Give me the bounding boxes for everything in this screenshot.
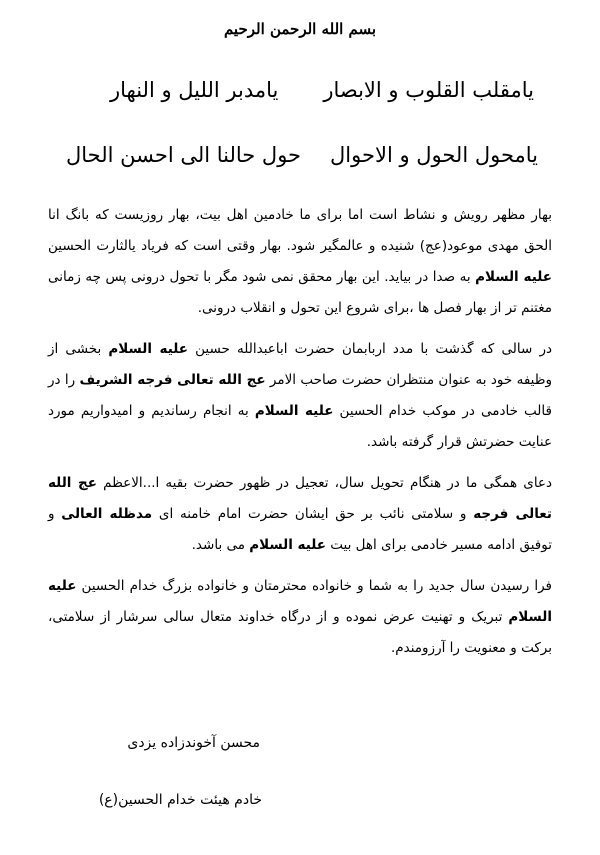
paragraph-2 [48, 334, 552, 458]
paragraph-1-honorific: علیه السلام [475, 269, 552, 285]
paragraph-2-text-b: بخشی از وظیفه خود به عنوان منتظران حضرت صاحب الامر [48, 341, 552, 388]
paragraph-2-honorific-b: عج الله تعالی فرجه الشریف [79, 372, 266, 388]
paragraph-3-text-a: دعای همگی ما در هنگام تحویل سال، تعجیل در ظهور حضرت بقیه ا...الاعظم [96, 475, 553, 491]
paragraph-3 [48, 468, 552, 561]
paragraph-4-honorific: علیه السلام [48, 578, 552, 625]
signature-title: خادم هیئت خدام الحسین(ع) [98, 792, 262, 808]
prayer-line-1-left: یامدبر اللیل و النهار [110, 78, 279, 102]
paragraph-4-text-b: تبریک و تهنیت عرض نموده و از درگاه خداوند متعال سالی سرشار از سلامتی، برکت و معنویت را آرزومندم. [48, 609, 552, 656]
paragraph-3-honorific-a: عج الله تعالی فرجه [48, 475, 552, 522]
paragraph-2-text-d: به انجام رساندیم و امیدواریم مورد عنایت حضرتش قرار گرفته باشد. [48, 403, 552, 450]
paragraph-3-text-d: می باشد. [191, 537, 250, 553]
paragraph-3-text-b: و سلامتی نائب بر حق ایشان حضرت امام خامنه ای [152, 506, 474, 522]
paragraph-2-text-a: در سالی که گذشت با مدد اربابمان حضرت اباعبدالله حسین [187, 341, 552, 357]
letter-body [48, 200, 552, 674]
basmala-heading: بسم الله الرحمن الرحیم [223, 20, 377, 38]
paragraph-1-text-a: بهار مظهر رویش و نشاط است اما برای ما خادمین اهل بیت، بهار روزیست که بانگ انا الحق مهدی موعود(عج) شنیده و عالمگیر شود. بهار وقتی است که فریاد یالثارت الحسین [48, 207, 552, 254]
paragraph-4-text-a: فرا رسیدن سال جدید را به شما و خانواده محترمتان و خانواده بزرگ خدام الحسین [76, 578, 552, 594]
paragraph-3-text-c: و توفیق ادامه مسیر خادمی برای اهل بیت [48, 506, 552, 553]
paragraph-3-honorific-b: مدظله العالی [61, 506, 153, 522]
prayer-line-2-left: حول حالنا الی احسن الحال [66, 143, 302, 167]
paragraph-1 [48, 200, 552, 324]
paragraph-3-honorific-c: علیه السلام [249, 537, 326, 553]
prayer-line-2-right: یامحول الحول و الاحوال [330, 143, 538, 167]
signature-name: محسن آخوندزاده یزدی [127, 735, 260, 751]
paragraph-2-honorific-a: علیه السلام [108, 341, 188, 357]
paragraph-4 [48, 571, 552, 664]
paragraph-2-text-c: را در قالب خادمی در موکب خدام الحسین [48, 372, 552, 419]
paragraph-1-text-b: به صدا در بیاید. این بهار محقق نمی شود مگر با تحول درونی پس چه زمانی مغتنم تر از بهار فصل ها ،برای شروع این تحول و انقلاب درونی. [48, 269, 552, 316]
paragraph-2-honorific-c: علیه السلام [254, 403, 334, 419]
prayer-line-1-right: یامقلب القلوب و الابصار [323, 78, 534, 102]
